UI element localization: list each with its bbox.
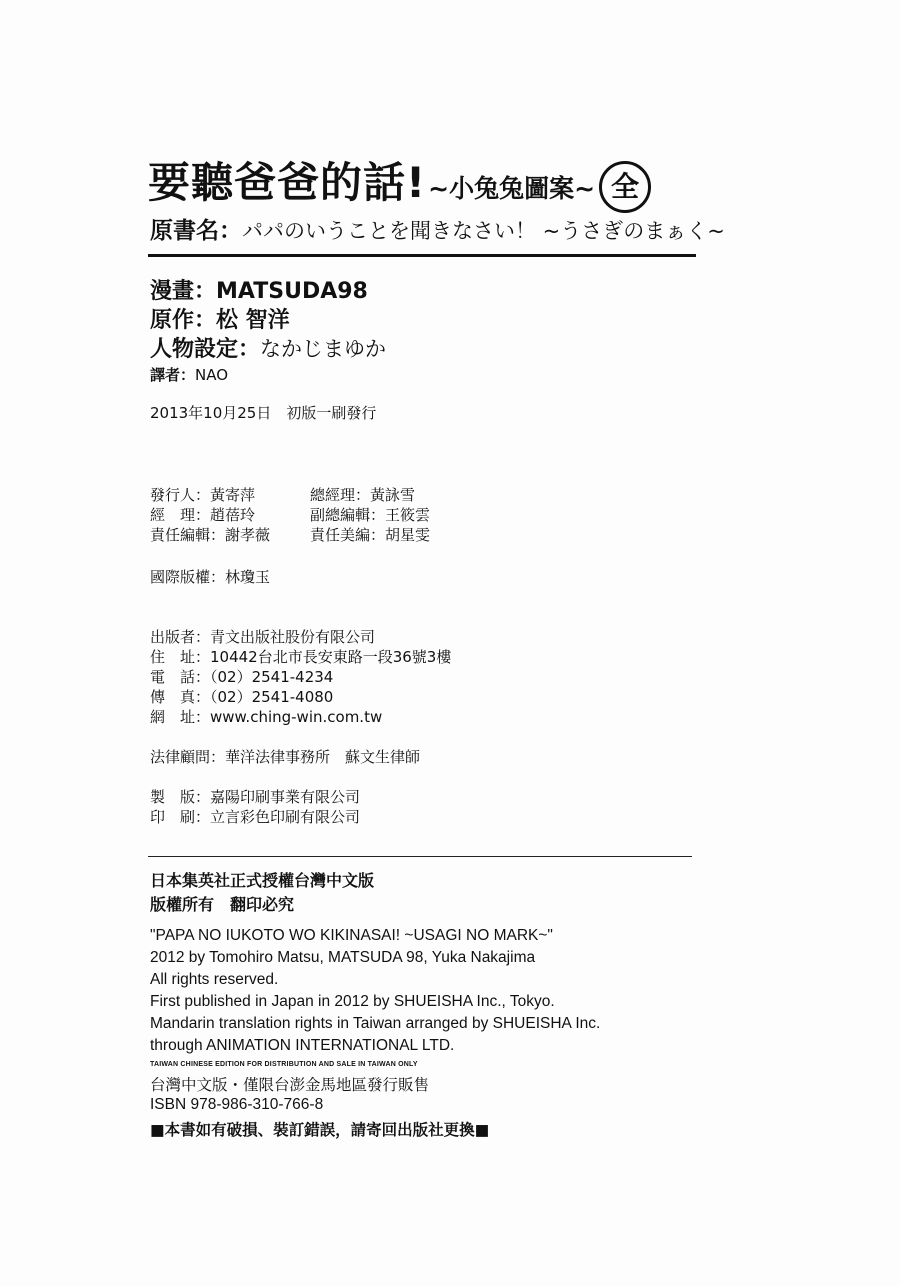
plate-making: 製 版：嘉陽印刷事業有限公司 [150, 788, 361, 806]
section-divider [148, 856, 692, 857]
isbn: ISBN 978-986-310-766-8 [150, 1096, 324, 1113]
staff-left: 發行人：黃寄萍 [150, 486, 256, 504]
original-title [150, 212, 725, 245]
distribution-notice-zh: 台灣中文版・僅限台澎金馬地區發行販售 [150, 1076, 430, 1094]
license-notice: 日本集英社正式授權台灣中文版 [150, 871, 375, 890]
staff-row [150, 524, 430, 545]
credit-character-design [150, 332, 386, 363]
return-notice: ■本書如有破損、裝訂錯誤，請寄回出版社更換■ [150, 1121, 490, 1139]
credit-value: MATSUDA98 [216, 279, 368, 304]
staff-left: 責任編輯：謝孝薇 [150, 526, 271, 544]
publisher-address: 住 址：10442台北市長安東路一段36號3樓 [150, 648, 452, 666]
copyright-line: 2012 by Tomohiro Matsu, MATSUDA 98, Yuka Nakajima [150, 949, 536, 966]
staff-right: 副總編輯：王筱雲 [310, 506, 431, 524]
title-main: 要聽爸爸的話! [148, 158, 427, 207]
copyright-line: First published in Japan in 2012 by SHUEISHA Inc., Tokyo. [150, 993, 555, 1010]
publisher-phone: 電 話：（02）2541-4234 [150, 668, 334, 686]
title-divider [148, 254, 696, 257]
staff-right: 責任美編：胡星雯 [310, 526, 431, 544]
printing: 印 刷：立言彩色印刷有限公司 [150, 808, 361, 826]
staff-right: 總經理：黃詠雪 [310, 486, 416, 504]
credit-translator [150, 364, 228, 385]
legal-counsel: 法律顧問：華洋法律事務所 蘇文生律師 [150, 748, 421, 766]
credit-label: 人物設定： [150, 337, 261, 362]
complete-volume-badge: 全 [599, 161, 651, 213]
copyright-line: through ANIMATION INTERNATIONAL LTD. [150, 1037, 455, 1054]
original-title-label: 原書名： [150, 218, 242, 244]
credit-manga [150, 274, 368, 305]
intl-rights: 國際版權：林瓊玉 [150, 568, 271, 586]
title-subtitle: ~小兔兔圖案~ [428, 174, 596, 203]
book-title [148, 150, 708, 207]
publisher-website: 網 址：www.ching-win.com.tw [150, 708, 383, 726]
credit-value: NAO [195, 366, 229, 384]
publication-date: 2013年10月25日 初版一刷發行 [150, 404, 377, 422]
copyright-line: All rights reserved. [150, 971, 279, 988]
staff-left: 經 理：趙蓓玲 [150, 506, 256, 524]
credit-label: 原作： [150, 308, 217, 333]
credit-value: なかじまゆか [260, 337, 387, 361]
distribution-notice: TAIWAN CHINESE EDITION FOR DISTRIBUTION AND SALE IN TAIWAN ONLY [150, 1061, 418, 1068]
credit-original-author [150, 303, 290, 334]
rights-reserved-notice: 版權所有 翻印必究 [150, 895, 295, 914]
copyright-line: Mandarin translation rights in Taiwan arranged by SHUEISHA Inc. [150, 1015, 601, 1032]
publisher-fax: 傳 真：（02）2541-4080 [150, 688, 334, 706]
staff-row [150, 504, 430, 525]
credit-label: 漫畫： [150, 279, 217, 304]
publisher-name: 出版者：青文出版社股份有限公司 [150, 628, 376, 646]
credit-value: 松 智洋 [216, 308, 290, 333]
credit-label: 譯者： [150, 366, 196, 384]
staff-row [150, 484, 415, 505]
original-title-value: パパのいうことを聞きなさい！ ~うさぎのまぁく~ [242, 219, 725, 243]
copyright-line: "PAPA NO IUKOTO WO KIKINASAI! ~USAGI NO MARK~" [150, 927, 553, 944]
